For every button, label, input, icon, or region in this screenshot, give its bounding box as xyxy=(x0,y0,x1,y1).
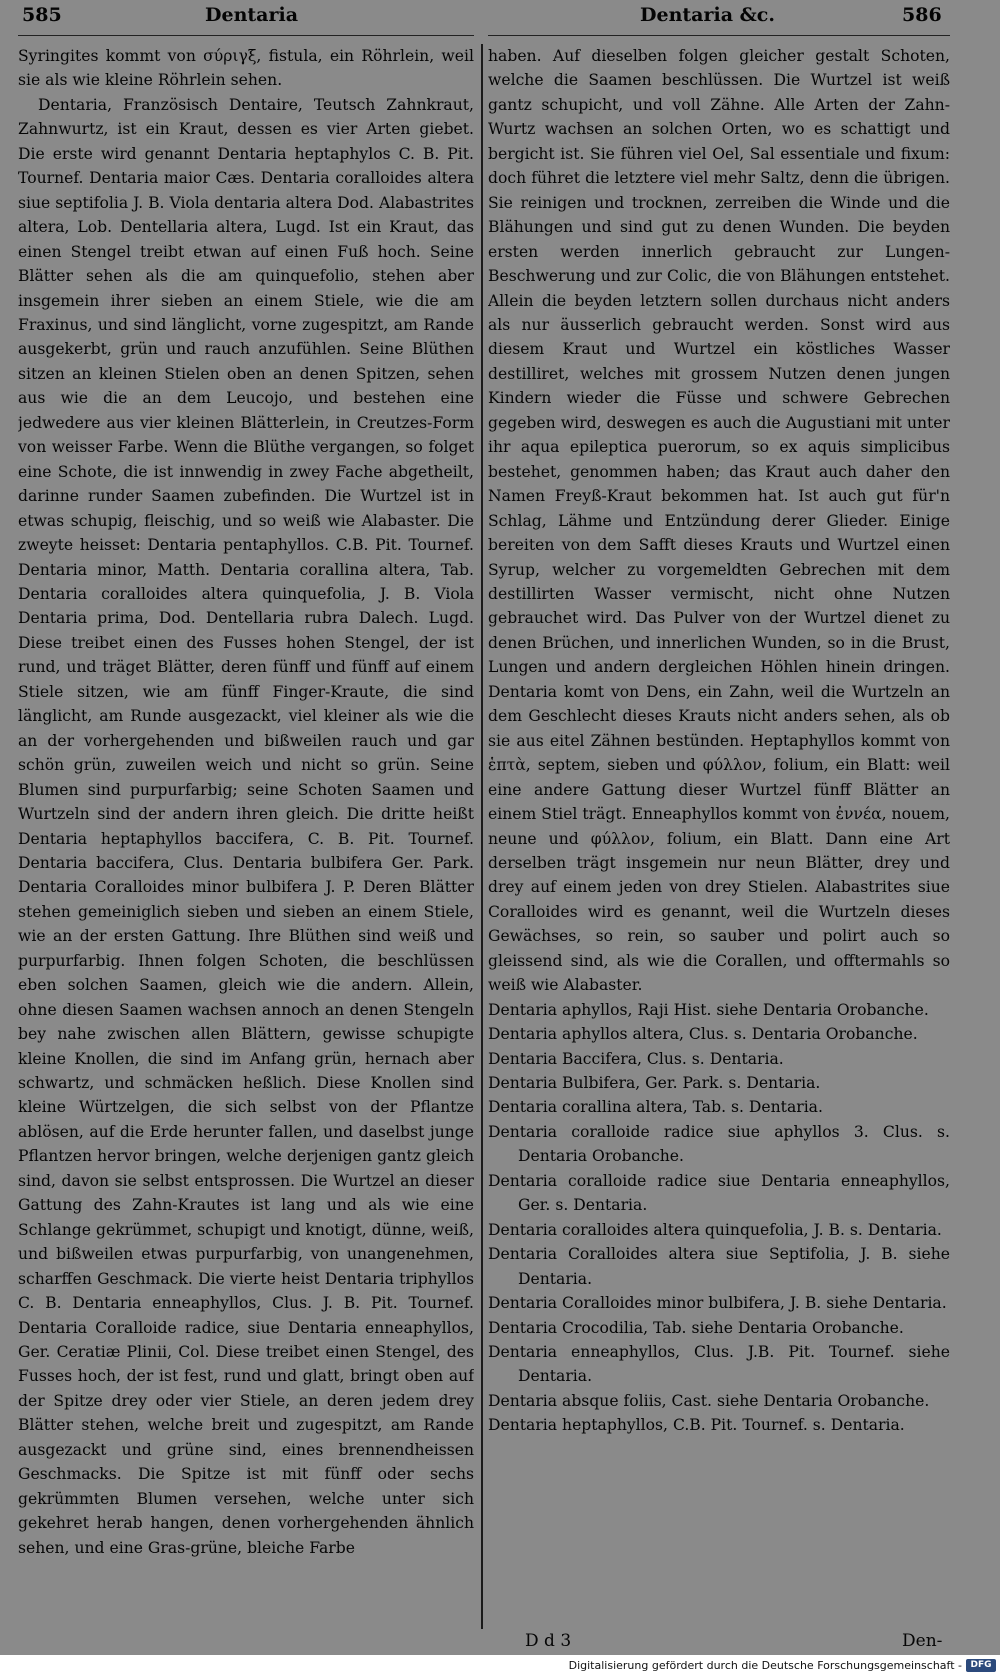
right-page-number: 586 xyxy=(902,4,942,26)
cross-reference-entry: Dentaria corallina altera, Tab. s. Dentaria. xyxy=(488,1098,823,1117)
right-body-paragraph: haben. Auf dieselben folgen gleicher gestalt Schoten, welche die Saamen beschlüssen. Die Wurtzel ist weiß gantz schupicht, und voll Zähne. Alle Arten der Zahn-Wurtz wachsen an solchen Orten, wo es schattigt und bergicht ist. Sie führen viel Oel, Sal essentiale und fixum: doch führet die letztere viel mehr Saltz, denn die übrigen. Sie reinigen und trocknen, zerreiben die Winde und die Blähungen und sind gut zu denen Wunden. Die beyden ersten werden innerlich gebraucht zur Lungen-Beschwerung und zur Colic, die von Blähungen entstehet. Allein die beyden letztern sollen durchaus nicht anders als nur äusserlich gebraucht werden. Sonst wird aus diesem Kraut und Wurtzel ein köstliches Wasser destilliret, welches mit grossem Nutzen denen jungen Kindern wieder die Füsse und schwere Gebrechen gegeben wird, deswegen es auch die Augustiani mit unter ihr aqua epileptica puerorum, so ex aquis simplicibus bestehet, genommen haben; das Kraut auch daher den Namen Freyß-Kraut bekommen hat. Ist auch gut für'n Schlag, Lähme und Entzündung derer Glieder. Einige bereiten von dem Safft dieses Krauts und Wurtzel einen Syrup, welcher zu vorgemeldten Gebrechen mit dem destillirten Wasser vermischt, nicht ohne Nutzen gebrauchet wird. Das Pulver von der Wurtzel dienet zu denen Brüchen, und innerlichen Wunden, so in die Brust, Lungen und andern dergleichen Höhlen hinein dringen. Dentaria komt von Dens, ein Zahn, weil die Wurtzeln an dem Geschlecht dieses Krauts nicht anders sehen, als ob sie aus eitel Zähnen bestünden. Heptaphyllos kommt von ἑπτὰ, septem, sieben und φύλλον, folium, ein Blatt: weil eine andere Gattung dieser Wurtzel fünff Blätter an einem Stiel trägt. Enneaphyllos kommt von ἐννέα, nouem, neune und φύλλον, folium, ein Blatt. Dann eine Art derselben trägt insgemein nur neun Blätter, drey und drey auf einem jeden von drey Stielen. Alabastrites siue Coralloides wird es genannt, weil die Wurtzeln dieses Gewächses, so rein, so sauber und polirt auch so gleissend sind, als wie die Corallen, und offtermahls so weiß wie Alabaster. xyxy=(488,47,950,995)
cross-reference-entry: Dentaria coralloide radice siue Dentaria enneaphyllos, Ger. s. Dentaria. xyxy=(488,1171,950,1215)
dfg-logo[interactable]: DFG xyxy=(966,1659,996,1672)
right-running-title: Dentaria &c. xyxy=(640,4,775,26)
cross-reference-entry: Dentaria absque foliis, Cast. siehe Dentaria Orobanche. xyxy=(488,1391,930,1410)
header-rule-right xyxy=(488,35,950,36)
column-divider xyxy=(481,44,483,1629)
cross-reference-list xyxy=(488,998,950,1438)
left-page-number: 585 xyxy=(22,4,62,26)
cross-reference-entry: Dentaria Crocodilia, Tab. siehe Dentaria Orobanche. xyxy=(488,1318,904,1337)
cross-reference-entry: Dentaria coralloides altera quinquefolia, J. B. s. Dentaria. xyxy=(488,1220,942,1239)
header-rule-left xyxy=(18,35,474,36)
left-paragraph-1: Syringites kommt von σύριγξ, fistula, ein Röhrlein, weil sie als wie kleine Röhrlein sehen. xyxy=(18,47,474,90)
digitization-footer xyxy=(0,1655,1000,1676)
cross-reference-entry: Dentaria Coralloides minor bulbifera, J. B. siehe Dentaria. xyxy=(488,1294,947,1313)
left-paragraph-2: Dentaria, Französisch Dentaire, Teutsch Zahnkraut, Zahnwurtz, ist ein Kraut, dessen es vier Arten giebet. Die erste wird genannt Dentaria heptaphylos C. B. Pit. Tournef. Dentaria maior Cæs. Dentaria coralloides altera siue septifolia J. B. Viola dentaria altera Dod. Alabastrites altera, Lob. Dentellaria altera, Lugd. Ist ein Kraut, das einen Stengel treibt etwan auf einen Fuß hoch. Seine Blätter sehen als die am quinquefolio, stehen aber insgemein ihrer sieben an einem Stiele, wie die am Fraxinus, und sind länglicht, vorne zugespitzt, am Rande ausgekerbt, grün und rauch anzufühlen. Seine Blüthen sitzen an kleinen Stielen oben an denen Spitzen, sehen aus wie die an dem Leucojo, und bestehen eine jedwedere aus vier kleinen Blätterlein, in Creutzes-Form von weisser Farbe. Wenn die Blüthe vergangen, so folget eine Schote, die ist innwendig in zwey Fache abgetheilt, darinne runder Saamen zubefinden. Die Wurtzel ist in etwas schupig, fleischig, und so weiß wie Alabaster. Die zweyte heisset: Dentaria pentaphyllos. C.B. Pit. Tournef. Dentaria minor, Matth. Dentaria corallina altera, Tab. Dentaria coralloides altera quinquefolia, J. B. Viola Dentaria prima, Dod. Dentellaria rubra Dalech. Lugd. Diese treibet einen des Fusses hohen Stengel, der ist rund, und träget Blätter, deren fünff und fünff auf einem Stiele sitzen, wie am fünff Finger-Kraute, die sind länglicht, am Runde ausgezackt, viel kleiner als wie die an der vorhergehenden und bißweilen rauch und gar schön grün, zuweilen weich und nicht so grün. Seine Blumen sind purpurfarbig; seine Schoten Saamen und Wurtzeln sind der andern ihren gleich. Die dritte heißt Dentaria heptaphyllos baccifera, C. B. Pit. Tournef. Dentaria baccifera, Clus. Dentaria bulbifera Ger. Park. Dentaria Coralloides minor bulbifera J. P. Deren Blätter stehen gemeiniglich sieben und sieben an einem Stiele, wie an der ersten Gattung. Ihre Blüthen sind weiß und purpurfarbig. Ihnen folgen Schoten, die beschlüssen eben solchen Saamen, gleich wie die andern. Allein, ohne diesen Saamen wachsen annoch an denen Stengeln bey nahe zwischen allen Blättern, gewisse schupigte kleine Knollen, die sind im Anfang grün, hernach aber schwartz, und schmäcken heßlich. Diese Knollen sind kleine Würtzelgen, die sich selbst von der Pflantze ablösen, auf die Erde herunter fallen, und daselbst junge Pflantzen hervor bringen, welche derjenigen gantz gleich sind, davon sie selbst entsprossen. Die Wurtzel an dieser Gattung des Zahn-Krautes ist lang und als wie eine Schlange gekrümmet, schupigt und knotigt, dünne, weiß, und bißweilen etwas purpurfarbig, von unangenehmen, scharffen Geschmack. Die vierte heist Dentaria triphyllos C. B. Dentaria enneaphyllos, Clus. J. B. Pit. Tournef. Dentaria Coralloide radice, siue Dentaria enneaphyllos, Ger. Ceratiæ Plinii, Col. Diese treibet einen Stengel, des Fusses hoch, der ist fest, rund und glatt, bringt oben auf der Spitze drey oder vier Stiele, an deren jedem drey Blätter stehen, welche breit und zugespitzt, am Rande ausgezackt und grüne sind, eines brennendheissen Geschmacks. Die Spitze ist mit fünff oder sechs gekrümmten Blumen versehen, welche unter sich gekehret herab hangen, denen vorhergehenden ähnlich sehen, und eine Gras-grüne, bleiche Farbe xyxy=(18,95,474,1557)
signature-mark: D d 3 xyxy=(525,1631,572,1651)
cross-reference-entry: Dentaria heptaphyllos, C.B. Pit. Tournef. s. Dentaria. xyxy=(488,1416,905,1435)
cross-reference-entry: Dentaria coralloide radice siue aphyllos 3. Clus. s. Dentaria Orobanche. xyxy=(488,1122,950,1166)
cross-reference-entry: Dentaria Bulbifera, Ger. Park. s. Dentaria. xyxy=(488,1074,821,1093)
cross-reference-entry: Dentaria Coralloides altera siue Septifolia, J. B. siehe Dentaria. xyxy=(488,1245,950,1288)
cross-reference-entry: Dentaria aphyllos, Raji Hist. siehe Dentaria Orobanche. xyxy=(488,1000,929,1019)
cross-reference-entry: Dentaria aphyllos altera, Clus. s. Dentaria Orobanche. xyxy=(488,1025,918,1044)
right-text-column xyxy=(488,44,950,1629)
left-running-title: Dentaria xyxy=(205,4,299,26)
digitization-credit: Digitalisierung gefördert durch die Deutsche Forschungsgemeinschaft - xyxy=(568,1659,962,1672)
left-text-column xyxy=(18,44,474,1629)
catchword: Den- xyxy=(902,1631,943,1651)
cross-reference-entry: Dentaria Baccifera, Clus. s. Dentaria. xyxy=(488,1049,784,1068)
cross-reference-entry: Dentaria enneaphyllos, Clus. J.B. Pit. Tournef. siehe Dentaria. xyxy=(488,1343,950,1386)
